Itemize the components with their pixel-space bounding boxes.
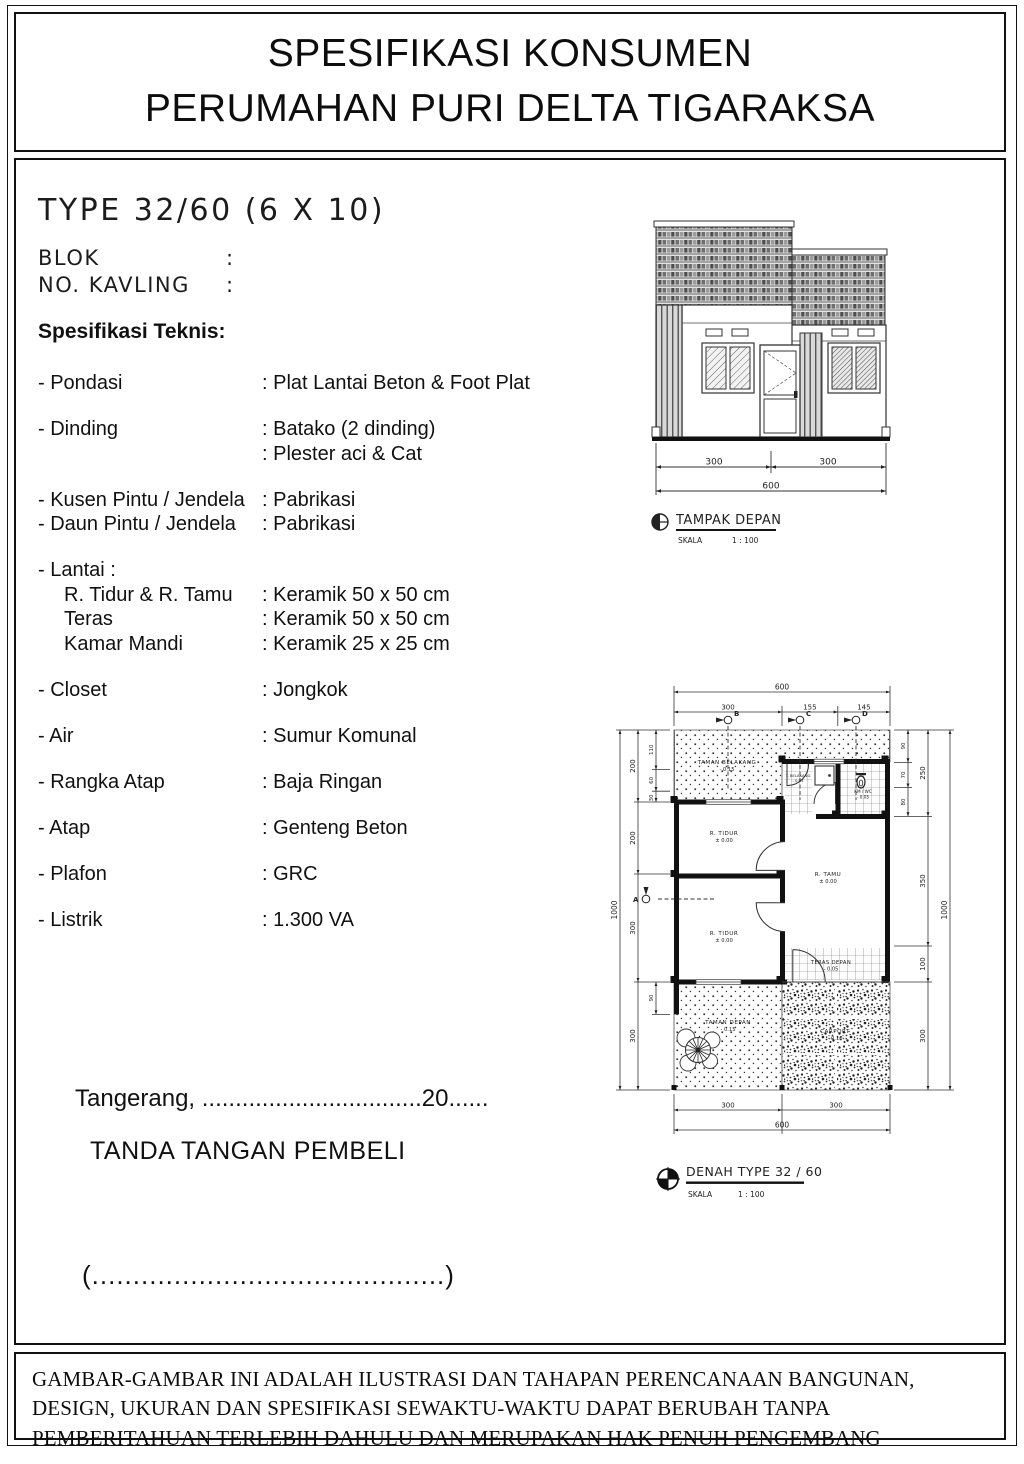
spec-value: : Baja Ringan <box>262 770 383 793</box>
dim-label: 200 <box>629 759 637 773</box>
blok-label: BLOK <box>38 246 100 270</box>
spec-value: : Keramik 25 x 25 cm <box>262 632 450 655</box>
spec-label: - Dinding <box>38 418 119 440</box>
dim-label: 80 <box>901 798 907 806</box>
spec-value: : Plester aci & Cat <box>262 442 423 465</box>
room-level: ± 0.00 <box>715 838 733 844</box>
dim-label: 30 <box>649 794 655 802</box>
room-label: TAMAN DEPAN <box>705 1020 751 1026</box>
dim-300-left: 300 <box>705 457 723 468</box>
document-title-line1: SPESIFIKASI KONSUMEN <box>267 32 753 76</box>
spec-label: R. Tidur & R. Tamu <box>64 583 233 606</box>
room-level: - 0.05 <box>856 794 870 800</box>
dim-label: 145 <box>857 703 871 712</box>
spec-label: - Listrik <box>38 908 103 931</box>
km-door-arc <box>814 783 836 805</box>
spec-label: - Rangka Atap <box>38 770 165 793</box>
dim-label: 300 <box>721 703 735 712</box>
kavling-label: NO. KAVLING <box>38 273 190 297</box>
belakang-area <box>785 764 813 814</box>
door-handle <box>794 391 798 398</box>
spec-row-closet <box>38 679 578 704</box>
front-elevation-drawing <box>610 215 910 565</box>
spec-row-dinding <box>38 418 578 443</box>
elevation-scale-label: SKALA <box>678 536 703 545</box>
door-arc <box>756 842 785 871</box>
spec-table <box>38 372 578 933</box>
spec-label: - Lantai : <box>38 559 116 581</box>
elevation-title-block <box>652 513 781 545</box>
disclaimer-text: GAMBAR-GAMBAR INI ADALAH ILUSTRASI DAN TAHAPAN PERENCANAAN BANGUNAN, DESIGN, UKURAN DAN SPESIFIKASI SEWAKTU-WAKTU DAPAT BERUBAH TANPA PEMBERITAHUAN TERLEBIH DAHULU DAN MERUPAKAN HAK PENUH PENGEMBANG <box>32 1367 915 1450</box>
blok-field <box>38 246 235 273</box>
spec-label: - Daun Pintu / Jendela <box>38 513 236 535</box>
spec-value: : Keramik 50 x 50 cm <box>262 583 450 606</box>
spec-label: - Atap <box>38 816 91 839</box>
blok-colon: : <box>226 246 235 270</box>
spec-value: : Pabrikasi <box>262 513 356 535</box>
dim-label: 350 <box>919 874 927 888</box>
spec-value: : Keramik 50 x 50 cm <box>262 608 450 630</box>
spec-row-atap <box>38 817 578 842</box>
unit-fields <box>38 246 235 300</box>
room-label: CARPORT <box>820 1029 850 1035</box>
room-level: - 0.05 <box>823 966 839 973</box>
dim-label: 100 <box>919 957 927 971</box>
spec-row-lantai-kamar-mandi <box>38 633 578 658</box>
room-level: ± 0.00 <box>715 938 733 944</box>
spec-row-pondasi <box>38 372 578 397</box>
room-level: - 0.10 <box>827 1036 843 1042</box>
unit-type-heading: TYPE 32/60 (6 X 10) <box>38 193 386 228</box>
dim-label: 300 <box>829 1101 843 1110</box>
room-label: T. BELAKANG <box>785 773 811 778</box>
room-level: - 0.05 <box>792 778 804 783</box>
spec-value: : Sumur Komunal <box>262 724 417 747</box>
spec-label: - Air <box>38 724 74 747</box>
room-level: - 0.15 <box>720 1027 736 1033</box>
spec-row-daun <box>38 513 578 538</box>
spec-value: : 1.300 VA <box>262 908 354 931</box>
signature-name-line: (...........................................) <box>82 1260 455 1290</box>
spec-row-listrik <box>38 909 578 934</box>
dim-600-total: 600 <box>762 481 780 492</box>
floor-plan-drawing <box>576 652 988 1232</box>
dim-label: 90 <box>649 994 655 1002</box>
document-title-line2: PERUMAHAN PURI DELTA TIGARAKSA <box>144 87 876 130</box>
dim-label: 1000 <box>610 900 619 920</box>
disclaimer-box <box>14 1352 1006 1450</box>
dim-label: 250 <box>919 766 927 780</box>
content-panel <box>14 158 1006 1345</box>
door-arc <box>756 903 785 932</box>
spec-label: Teras <box>64 608 113 630</box>
spec-value: : Jongkok <box>262 678 348 701</box>
dim-label: 300 <box>629 1029 637 1043</box>
room-label: KM / WC <box>854 789 872 794</box>
section-label-c: C <box>806 710 812 718</box>
signature-place-date: Tangerang, .................................20...... <box>75 1085 489 1112</box>
plank-column <box>656 305 682 437</box>
room-label: R. TIDUR <box>709 931 739 937</box>
dim-label: 600 <box>774 1120 790 1130</box>
dim-label: 60 <box>649 776 655 784</box>
signature-title: TANDA TANGAN PEMBELI <box>90 1137 406 1165</box>
spec-value: : Genteng Beton <box>262 816 408 839</box>
spec-row-plafon <box>38 863 578 888</box>
dim-label: 600 <box>774 682 790 692</box>
kavling-field <box>38 273 235 300</box>
spec-row-dinding-2 <box>38 443 578 468</box>
roof-tiles-left <box>656 227 792 305</box>
dim-label: 70 <box>901 771 907 779</box>
plan-scale-value: 1 : 100 <box>738 1190 765 1199</box>
dim-300-right: 300 <box>819 457 837 468</box>
plan-title-block <box>656 1164 822 1199</box>
room-level: ± 0.00 <box>819 879 837 885</box>
spec-label: Kamar Mandi <box>64 632 183 655</box>
dim-label: 1000 <box>940 900 949 920</box>
spec-label: - Kusen Pintu / Jendela <box>38 488 245 511</box>
plan-scale-label: SKALA <box>688 1190 713 1199</box>
kavling-colon: : <box>226 273 235 297</box>
spec-row-lantai <box>38 559 578 584</box>
spec-label: - Plafon <box>38 862 107 885</box>
spec-value: : Plat Lantai Beton & Foot Plat <box>262 372 530 394</box>
room-label: TERAS DEPAN <box>810 960 852 966</box>
dim-label: 110 <box>649 744 655 756</box>
plan-title: DENAH TYPE 32 / 60 <box>686 1164 823 1179</box>
spec-value: : GRC <box>262 862 318 885</box>
spec-label: - Pondasi <box>38 372 123 394</box>
section-label-a: A <box>633 896 639 904</box>
spec-row-lantai-tidur-tamu <box>38 584 578 609</box>
room-label: TAMAN BELAKANG <box>697 760 757 766</box>
section-label-d: D <box>862 710 868 718</box>
dim-label: 90 <box>901 742 907 750</box>
dim-label: 155 <box>803 703 817 712</box>
dim-label: 200 <box>629 831 637 845</box>
dim-label: 300 <box>721 1101 735 1110</box>
dim-label: 300 <box>919 1029 927 1043</box>
title-block <box>14 12 1006 152</box>
elevation-title: TAMPAK DEPAN <box>676 513 782 528</box>
entry-door <box>760 333 822 437</box>
plank-strip <box>800 333 822 437</box>
spec-value: : Batako (2 dinding) <box>262 418 436 440</box>
spec-label: - Closet <box>38 678 107 701</box>
spec-value: : Pabrikasi <box>262 488 356 511</box>
section-label-b: B <box>734 710 740 718</box>
spec-section-title: Spesifikasi Teknis: <box>38 320 226 343</box>
room-label: R. TIDUR <box>709 831 739 837</box>
dim-label: 300 <box>629 921 637 935</box>
spec-row-lantai-teras <box>38 608 578 633</box>
spec-row-rangka-atap <box>38 771 578 796</box>
elevation-scale-value: 1 : 100 <box>732 536 759 545</box>
room-level: - 0.15 <box>719 767 735 773</box>
spec-row-air <box>38 725 578 750</box>
sink-counter <box>815 766 834 785</box>
spec-row-kusen <box>38 489 578 514</box>
room-label: R. TAMU <box>814 872 842 878</box>
